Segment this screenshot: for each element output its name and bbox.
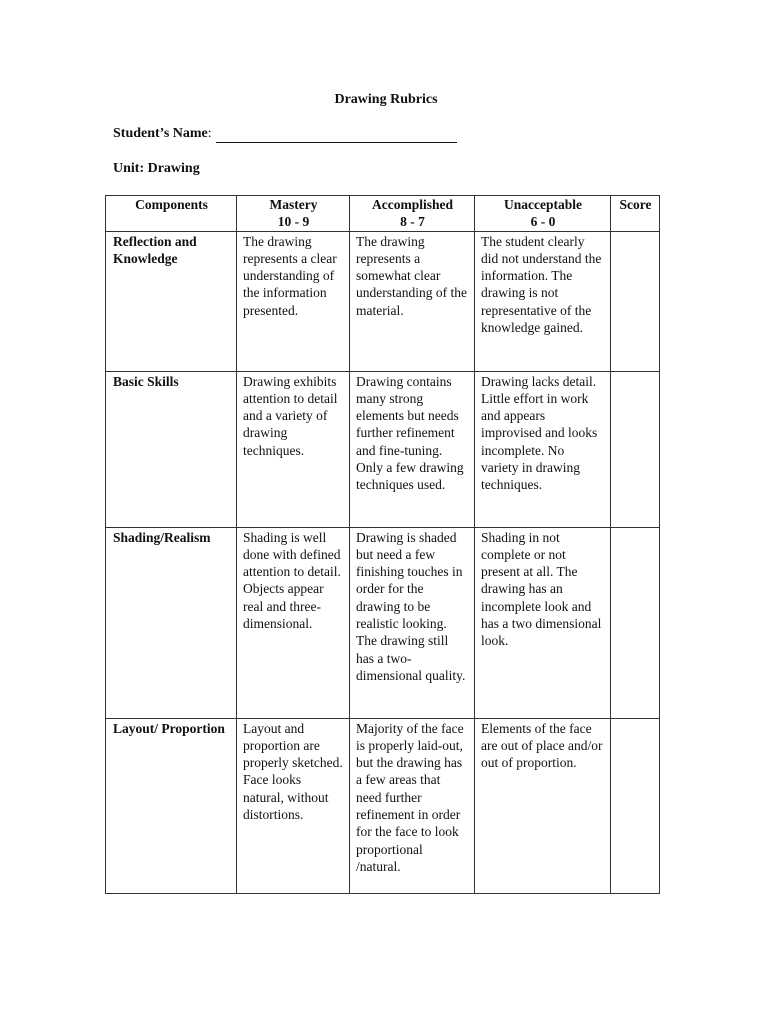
- row-unacceptable: The student clearly did not understand the information. The drawing is not representative of the knowledge gained.: [475, 231, 611, 371]
- header-components: Components: [106, 196, 237, 232]
- student-name-line: [113, 125, 457, 143]
- row-component: Reflection and Knowledge: [106, 231, 237, 371]
- row-mastery: Drawing exhibits attention to detail and a variety of drawing techniques.: [237, 371, 350, 527]
- table-row: [106, 371, 660, 527]
- header-score: Score: [611, 196, 660, 232]
- row-accomplished: Drawing contains many strong elements but needs further refinement and fine-tuning. Only a few drawing techniques used.: [350, 371, 475, 527]
- row-unacceptable: Drawing lacks detail. Little effort in work and appears improvised and looks incomplete. No variety in drawing techniques.: [475, 371, 611, 527]
- row-component: Basic Skills: [106, 371, 237, 527]
- table-header-row: [106, 196, 660, 232]
- row-mastery: Layout and proportion are properly sketched. Face looks natural, without distortions.: [237, 718, 350, 893]
- header-accomplished: [350, 196, 475, 232]
- row-accomplished: Drawing is shaded but need a few finishing touches in order for the drawing to be realistic looking. The drawing still has a two-dimensional quality.: [350, 527, 475, 718]
- document-title: Drawing Rubrics: [334, 92, 438, 107]
- header-accomplished-label: Accomplished: [372, 197, 453, 212]
- row-component: Layout/ Proportion: [106, 718, 237, 893]
- header-accomplished-range: 8 - 7: [400, 214, 425, 230]
- header-unacceptable: [475, 196, 611, 232]
- row-unacceptable: Elements of the face are out of place and/or out of proportion.: [475, 718, 611, 893]
- header-mastery-range: 10 - 9: [277, 214, 310, 230]
- row-component: Shading/Realism: [106, 527, 237, 718]
- header-unacceptable-label: Unacceptable: [504, 197, 582, 212]
- row-score: [611, 718, 660, 893]
- table-row: [106, 231, 660, 371]
- row-accomplished: Majority of the face is properly laid-out, but the drawing has a few areas that need further refinement in order for the face to look proportional /natural.: [350, 718, 475, 893]
- table-row: [106, 527, 660, 718]
- student-name-blank: [216, 127, 457, 143]
- row-accomplished: The drawing represents a somewhat clear understanding of the material.: [350, 231, 475, 371]
- student-name-label: Student’s Name: [113, 126, 208, 141]
- row-mastery: Shading is well done with defined attention to detail. Objects appear real and three-dimensional.: [237, 527, 350, 718]
- student-name-colon: :: [207, 126, 212, 141]
- row-score: [611, 371, 660, 527]
- header-unacceptable-range: 6 - 0: [530, 214, 556, 230]
- header-mastery-label: Mastery: [269, 197, 318, 212]
- rubric-table: [105, 195, 660, 894]
- row-score: [611, 527, 660, 718]
- unit-label: Unit: Drawing: [113, 161, 200, 176]
- row-score: [611, 231, 660, 371]
- header-mastery: [237, 196, 350, 232]
- row-unacceptable: Shading in not complete or not present at all. The drawing has an incomplete look and has a two dimensional look.: [475, 527, 611, 718]
- table-row: [106, 718, 660, 893]
- row-mastery: The drawing represents a clear understanding of the information presented.: [237, 231, 350, 371]
